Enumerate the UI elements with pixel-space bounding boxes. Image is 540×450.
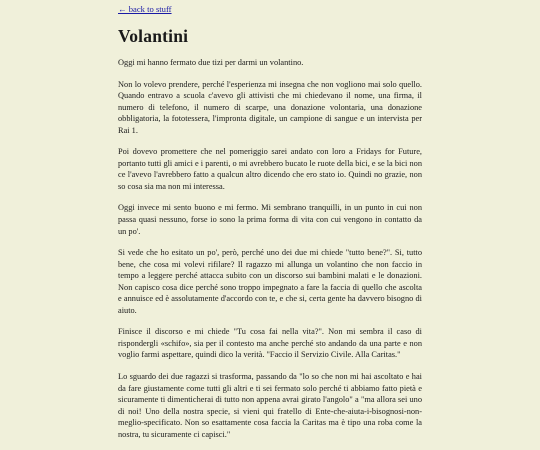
paragraph: Non lo volevo prendere, perché l'esperienza mi insegna che non vogliono mai solo quello. Quando entravo a scuola c'avevo gli attivisti che mi chiedevano il nome, una firma, il numero di telefono, il numero di scarpe, una donazione volontaria, una donazione obbligatoria, la fototessera, l'impronta digitale, un campione di sangue e un intervista per Rai 1. — [118, 79, 422, 135]
back-link[interactable]: ← back to stuff — [118, 4, 172, 14]
article-container — [118, 4, 422, 450]
paragraph: Lo sguardo dei due ragazzi si trasforma, passando da "lo so che non mi hai ascoltato e hai da fare giustamente come tutti gli altri e ti sei fermato solo perché ti abbiamo fatto pietà e sicuramente ti dimenticherai di tutto non appena avrai girato l'angolo" a "ma allora sei uno di noi! Uno della nostra specie, si vieni qui fratello di Ente-che-aiuta-i-bisognosi-non-meglio-specificato. Non so esattamente cosa faccia la Caritas ma è tipo una roba come la nostra, tu sicuramente ci capisci." — [118, 372, 422, 439]
page-title: Volantini — [118, 26, 189, 46]
paragraph: Oggi mi hanno fermato due tizi per darmi un volantino. — [118, 58, 304, 67]
paragraph: Finisce il discorso e mi chiede "Tu cosa fai nella vita?". Non mi sembra il caso di rispondergli «schifo», sia per il contesto ma anche perché sto andando da una parte e non voglio farmi aspettare, quindi dico la verità. "Faccio il Servizio Civile. Alla Caritas." — [118, 327, 422, 360]
paragraph: Oggi invece mi sento buono e mi fermo. Mi sembrano tranquilli, in un punto in cui non passa quasi nessuno, forse io sono la prima forma di vita con cui vengono in contatto da un po'. — [118, 203, 422, 236]
paragraph: Si vede che ho esitato un po', però, perché uno dei due mi chiede "tutto bene?". Si, tutto bene, che cosa mi volevi rifilare? Il ragazzo mi allunga un volantino che non faccio in tempo a leggere perché attacca subito con un discorso sui bambini malati e le donazioni. Non capisco cosa dice perché sono troppo impegnato a fare la faccia di quello che ascolta e annuisce ed è assolutamente d'accordo con te, e che si, certa gente ha davvero bisogno di aiuto. — [118, 248, 422, 315]
paragraph: Poi dovevo promettere che nel pomeriggio sarei andato con loro a Fridays for Future, portanto tutti gli amici e i parenti, o mi avrebbero bucato le ruote della bici, e se la bici non ce l'avevo l'avrebbero fatto a qualcun altro dicendo che ero stato io. Quindi no grazie, non so cosa sia ma non mi interessa. — [118, 147, 422, 191]
